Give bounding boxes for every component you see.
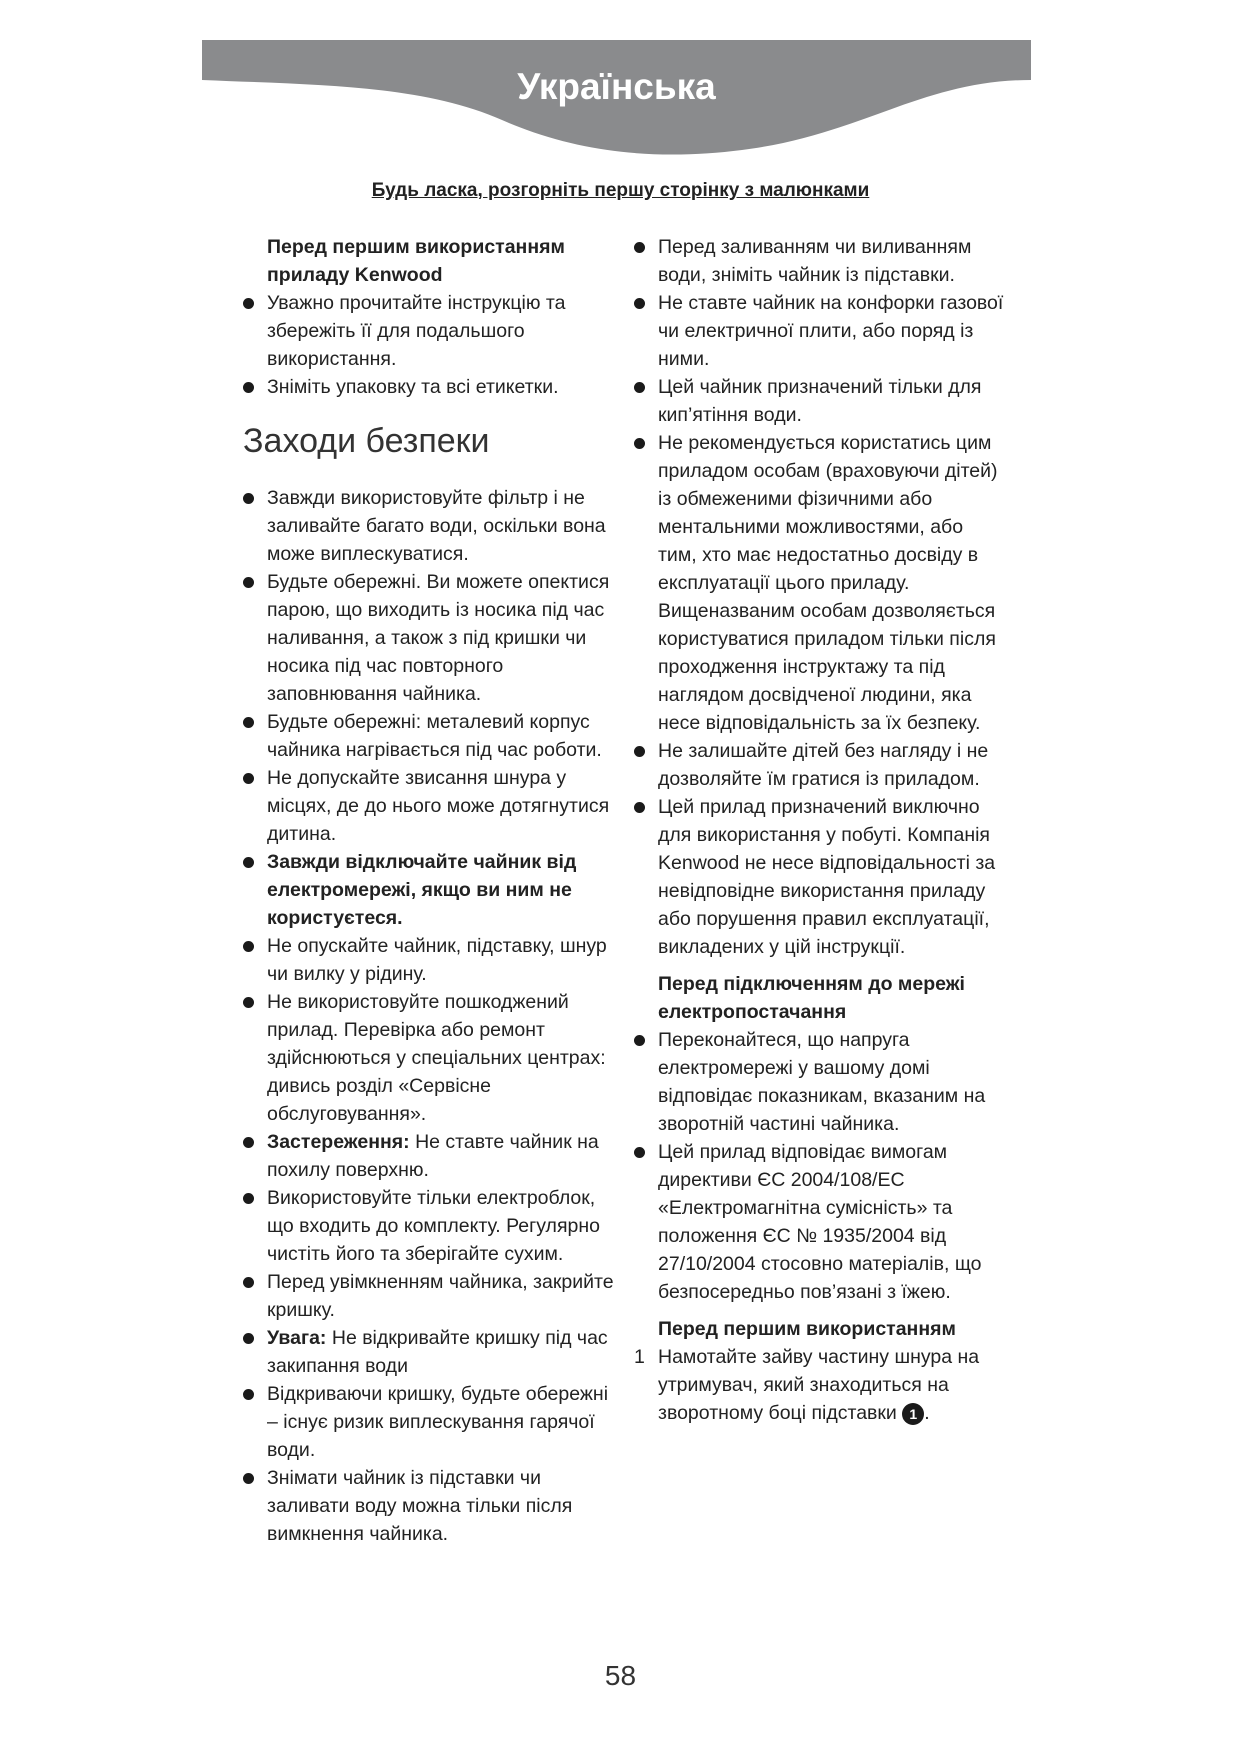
list-item: Знімати чайник із підставки чи заливати воду можна тільки після вимкнення чайника.: [243, 1464, 615, 1548]
left-column: [243, 233, 615, 1548]
bullet-icon: [634, 1147, 645, 1158]
fold-out-notice: Будь ласка, розгорніть першу сторінку з малюнками: [371, 180, 870, 201]
bullet-icon: [243, 1193, 254, 1204]
list-item: Перед заливанням чи виливанням води, зніміть чайник із підставки.: [634, 233, 1006, 289]
first-use-step: 1 Намотайте зайву частину шнура на утримувач, який знаходиться на зворотному боці підставки 1 .: [634, 1343, 1006, 1427]
list-item: Зніміть упаковку та всі етикетки.: [243, 373, 615, 401]
bullet-icon: [243, 1277, 254, 1288]
safety-list: [243, 484, 615, 1548]
bullet-icon: [243, 493, 254, 504]
figure-reference-icon: 1: [902, 1403, 924, 1425]
list-item: Цей прилад відповідає вимогам директиви ЄС 2004/108/EC «Електромагнітна сумісність» та положення ЄС № 1935/2004 від 27/10/2004 стосовно матеріалів, що безпосередньо пов’язані з їжею.: [634, 1138, 1006, 1306]
list-item: Не допускайте звисання шнура у місцях, де до нього може дотягнутися дитина.: [243, 764, 615, 848]
bullet-icon: [243, 941, 254, 952]
list-item: Будьте обережні: металевий корпус чайника нагрівається під час роботи.: [243, 708, 615, 764]
bullet-icon: [243, 298, 254, 309]
list-item: Завжди використовуйте фільтр і не заливайте багато води, оскільки вона може виплескуватися.: [243, 484, 615, 568]
list-item: Перед увімкненням чайника, закрийте кришку.: [243, 1268, 615, 1324]
bullet-icon: [634, 242, 645, 253]
bullet-icon: [634, 802, 645, 813]
power-supply-list: [634, 1026, 1006, 1306]
before-use-heading: Перед першим використанням приладу Kenwood: [267, 236, 565, 286]
list-item: Увага: Не відкривайте кришку під час закипання води: [243, 1324, 615, 1380]
right-column: [634, 233, 1006, 1427]
list-item: Відкриваючи кришку, будьте обережні – існує ризик виплескування гарячої води.: [243, 1380, 615, 1464]
bullet-icon: [243, 717, 254, 728]
list-item: Переконайтеся, що напруга електромережі у вашому домі відповідає показникам, вказаним на зворотній частині чайника.: [634, 1026, 1006, 1138]
list-item: Завжди відключайте чайник від електромережі, якщо ви ним не користуєтеся.: [243, 848, 615, 932]
list-item: Будьте обережні. Ви можете опектися парою, що виходить із носика під час наливання, а також з під кришки чи носика під час повторного заповнювання чайника.: [243, 568, 615, 708]
list-item: Не рекомендується користатись цим приладом особам (враховуючи дітей) із обмеженими фізичними або ментальними можливостями, або тим, хто має недостатньо досвіду в експлуатації цього приладу. Вищеназваним особам дозволяється користуватися приладом тільки після проходження інструктажу та під наглядом досвідченої людини, яка несе відповідальність за їх безпеку.: [634, 429, 1006, 737]
safety-heading: Заходи безпеки: [243, 422, 490, 460]
bullet-icon: [243, 1137, 254, 1148]
bullet-icon: [243, 773, 254, 784]
list-item: Застереження: Не ставте чайник на похилу поверхню.: [243, 1128, 615, 1184]
step-number: 1: [634, 1346, 645, 1368]
bullet-icon: [634, 438, 645, 449]
bullet-icon: [634, 746, 645, 757]
list-item: Цей прилад призначений виключно для використання у побуті. Компанія Kenwood не несе відповідальності за невідповідне використання приладу або порушення правил експлуатації, викладених у цій інструкції.: [634, 793, 1006, 961]
list-item: Не опускайте чайник, підставку, шнур чи вилку у рідину.: [243, 932, 615, 988]
bullet-icon: [634, 298, 645, 309]
list-item: Не ставте чайник на конфорки газової чи електричної плити, або поряд із ними.: [634, 289, 1006, 373]
power-supply-heading: Перед підключенням до мережі електропостачання: [658, 973, 965, 1023]
bullet-icon: [243, 857, 254, 868]
list-item: Цей чайник призначений тільки для кип’ятіння води.: [634, 373, 1006, 429]
bullet-icon: [243, 1333, 254, 1344]
bullet-icon: [634, 382, 645, 393]
bullet-icon: [243, 1389, 254, 1400]
before-use-list: [243, 289, 615, 401]
page-number: 58: [604, 1660, 637, 1691]
bullet-icon: [243, 997, 254, 1008]
page-title: Українська: [517, 66, 716, 107]
bullet-icon: [634, 1035, 645, 1046]
list-item: Не залишайте дітей без нагляду і не дозволяйте їм гратися із приладом.: [634, 737, 1006, 793]
first-use-heading: Перед першим використанням: [658, 1318, 956, 1340]
list-item: Не використовуйте пошкоджений прилад. Перевірка або ремонт здійснюються у спеціальних центрах: дивись розділ «Сервісне обслуговування».: [243, 988, 615, 1128]
step-text: Намотайте зайву частину шнура на утримувач, який знаходиться на зворотному боці підставки: [658, 1346, 980, 1424]
safety-list-continued: [634, 233, 1006, 961]
bullet-icon: [243, 577, 254, 588]
bullet-icon: [243, 1473, 254, 1484]
list-item: Уважно прочитайте інструкцію та збережіть її для подальшого використання.: [243, 289, 615, 373]
bullet-icon: [243, 382, 254, 393]
list-item: Використовуйте тільки електроблок, що входить до комплекту. Регулярно чистіть його та зберігайте сухим.: [243, 1184, 615, 1268]
